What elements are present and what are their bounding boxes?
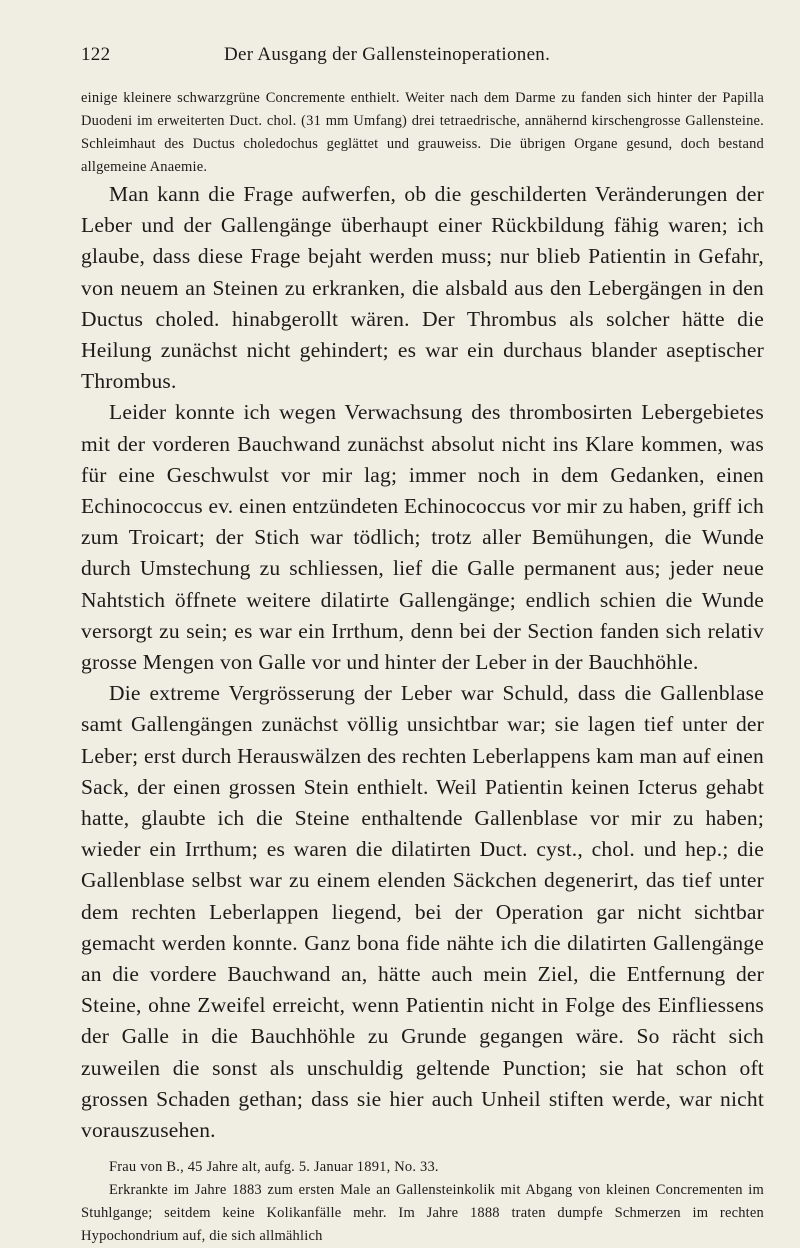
- paragraph-discussion-troicart: Leider konnte ich wegen Verwachsung des thrombosirten Lebergebietes mit der vorderen Bauchwand zunächst absolut nicht ins Klare kommen, was für eine Geschwulst vor mir lag; immer noch in dem Gedanken, einen Echinococcus ev. einen entzündeten Echinococcus vor mir zu haben, griff ich zum Troicart; der Stich war tödlich; trotz aller Bemühungen, die Wunde durch Umstechung zu schliessen, lief die Galle permanent aus; jeder neue Nahtstich öffnete weitere dilatirte Gallengänge; endlich schien die Wunde versorgt zu sein; es war ein Irrthum, denn bei der Section fanden sich relativ grosse Mengen von Galle vor und hinter der Leber in der Bauchhöhle.: [81, 400, 764, 675]
- paragraph-discussion-gallenblase: Die extreme Vergrösserung der Leber war Schuld, dass die Gallenblase samt Gallengängen zunächst völlig unsichtbar war; sie lagen tief unter der Leber; erst durch Herauswälzen des rechten Leberlappens kam man auf einen Sack, der einen grossen Stein enthielt. Weil Patientin keinen Icterus gehabt hatte, glaubte ich die Steine enthaltende Gallenblase vor mir zu haben; wieder ein Irrthum; es waren die dilatirten Duct. cyst., chol. und hep.; die Gallenblase selbst war zu einem elenden Säckchen degenerirt, das tief unter dem rechten Leberlappen liegend, bei der Operation gar nicht sichtbar gemacht werden konnte. Ganz bona fide nähte ich die dilatirten Gallengänge an die vordere Bauchwand an, hätte auch mein Ziel, die Entfernung der Steine, ohne Zweifel erreicht, wenn Patientin nicht in Folge des Einfliessens der Galle in die Bauchhöhle zu Grunde gegangen wäre. So rächt sich zuweilen die sonst als unschuldig geltende Punction; sie hat schon oft grossen Schaden gethan; dass sie hier auch Unheil stiften werde, war nicht vorauszusehen.: [81, 681, 764, 1143]
- case-heading: Frau von B., 45 Jahre alt, aufg. 5. Januar 1891, No. 33.: [109, 1159, 439, 1176]
- case-history: Erkrankte im Jahre 1883 zum ersten Male an Gallensteinkolik mit Abgang von kleinen Concrementen im Stuhlgange; seitdem keine Kolikanfälle mehr. Im Jahre 1888 traten dumpfe Schmerzen im rechten Hypochondrium auf, die sich allmählich: [81, 1182, 764, 1245]
- book-page: [81, 44, 764, 1248]
- running-head: Der Ausgang der Gallensteinoperationen.: [224, 44, 551, 65]
- case-report-continuation: einige kleinere schwarzgrüne Concremente enthielt. Weiter nach dem Darme zu fanden sich hinter der Papilla Duodeni im erweiterten Duct. chol. (31 mm Umfang) drei tetraedrische, annähernd kirschengrosse Gallensteine. Schleimhaut des Ductus choledochus geglättet und grauweiss. Die übrigen Organe gesund, doch bestand allgemeine Anaemie.: [81, 90, 764, 175]
- page-number: 122: [81, 44, 111, 65]
- page-header: [81, 44, 764, 72]
- paragraph-discussion-frage: Man kann die Frage aufwerfen, ob die geschilderten Veränderungen der Leber und der Gallengänge überhaupt einer Rückbildung fähig waren; ich glaube, dass diese Frage bejaht werden muss; nur blieb Patientin in Gefahr, von neuem an Steinen zu erkranken, die alsbald aus den Lebergängen in den Ductus choled. hinabgerollt wären. Der Thrombus als solcher hätte die Heilung zunächst nicht gehindert; es war ein durchaus blander aseptischer Thrombus.: [81, 182, 764, 394]
